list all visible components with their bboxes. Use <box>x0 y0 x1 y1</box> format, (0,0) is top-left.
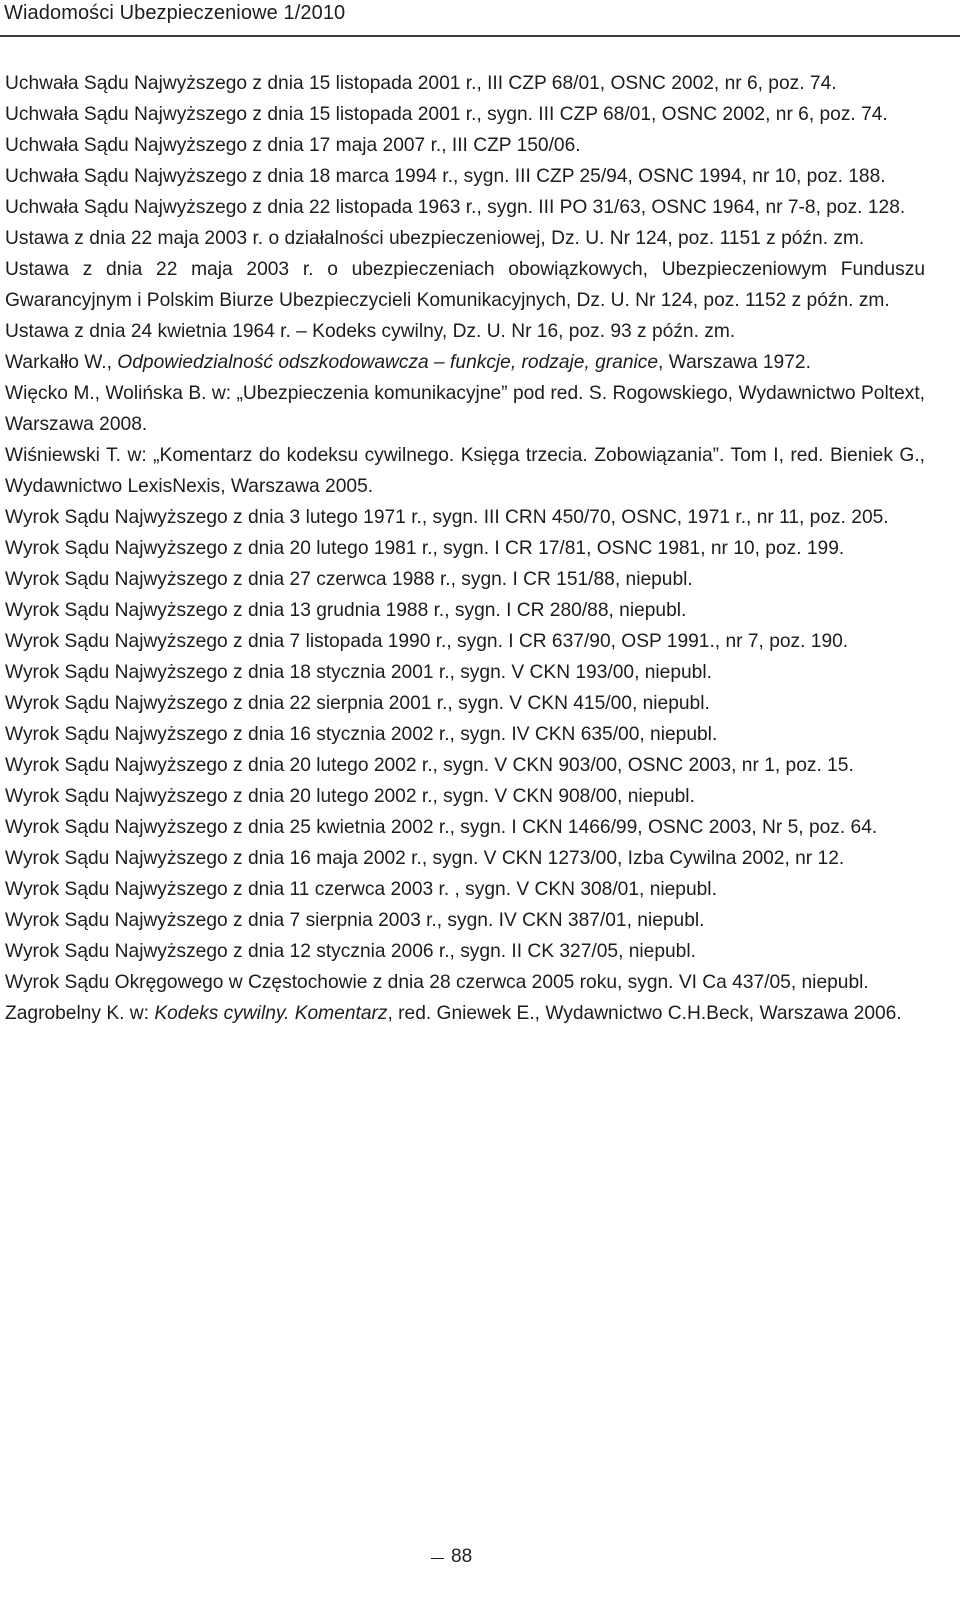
reference-lead-text: Uchwała Sądu Najwyższego z dnia 17 maja 2007 r., III CZP 150/06. <box>5 135 581 156</box>
reference-lead-text: Wyrok Sądu Najwyższego z dnia 20 lutego 2002 r., sygn. V CKN 908/00, niepubl. <box>5 786 695 807</box>
reference-lead-text: Uchwała Sądu Najwyższego z dnia 18 marca 1994 r., sygn. III CZP 25/94, OSNC 1994, nr 10, poz. 188. <box>5 166 886 187</box>
reference-entry <box>5 254 925 316</box>
reference-lead-text: Uchwała Sądu Najwyższego z dnia 15 listopada 2001 r., III CZP 68/01, OSNC 2002, nr 6, poz. 74. <box>5 73 837 94</box>
reference-entry <box>5 595 925 626</box>
page-number: 88 <box>451 1546 473 1567</box>
reference-entry <box>5 657 925 688</box>
reference-entry <box>5 936 925 967</box>
reference-lead-text: Ustawa z dnia 22 maja 2003 r. o ubezpieczeniach obowiązkowych, Ubezpieczeniowym Funduszu Gwarancyjnym i Polskim Biurze Ubezpieczycieli Komunikacyjnych, Dz. U. Nr 124, poz. 1152 z późn. zm. <box>5 259 925 311</box>
reference-entry <box>5 99 925 130</box>
reference-entry <box>5 812 925 843</box>
reference-lead-text: Wyrok Sądu Okręgowego w Częstochowie z dnia 28 czerwca 2005 roku, sygn. VI Ca 437/05, niepubl. <box>5 972 869 993</box>
reference-lead-text: Wyrok Sądu Najwyższego z dnia 16 maja 2002 r., sygn. V CKN 1273/00, Izba Cywilna 2002, nr 12. <box>5 848 845 869</box>
reference-tail-text: , Warszawa 1972. <box>658 352 811 373</box>
reference-entry <box>5 378 925 440</box>
reference-italic-title: Kodeks cywilny. Komentarz <box>154 1003 388 1024</box>
reference-entry <box>5 130 925 161</box>
reference-entry <box>5 719 925 750</box>
reference-entry <box>5 998 925 1029</box>
reference-entry <box>5 533 925 564</box>
reference-lead-text: Wyrok Sądu Najwyższego z dnia 12 stycznia 2006 r., sygn. II CK 327/05, niepubl. <box>5 941 696 962</box>
reference-entry <box>5 223 925 254</box>
reference-entry <box>5 626 925 657</box>
reference-lead-text: Wyrok Sądu Najwyższego z dnia 20 lutego 2002 r., sygn. V CKN 903/00, OSNC 2003, nr 1, poz. 15. <box>5 755 854 776</box>
reference-lead-text: Wyrok Sądu Najwyższego z dnia 7 sierpnia 2003 r., sygn. IV CKN 387/01, niepubl. <box>5 910 705 931</box>
reference-entry <box>5 440 925 502</box>
reference-italic-title: Odpowiedzialność odszkodowawcza – funkcje, rodzaje, granice <box>117 352 659 373</box>
reference-tail-text: , red. Gniewek E., Wydawnictwo C.H.Beck, Warszawa 2006. <box>387 1003 902 1024</box>
reference-entry <box>5 781 925 812</box>
reference-lead-text: Wyrok Sądu Najwyższego z dnia 3 lutego 1971 r., sygn. III CRN 450/70, OSNC, 1971 r., nr 11, poz. 205. <box>5 507 889 528</box>
reference-lead-text: Wyrok Sądu Najwyższego z dnia 22 sierpnia 2001 r., sygn. V CKN 415/00, niepubl. <box>5 693 710 714</box>
reference-lead-text: Uchwała Sądu Najwyższego z dnia 15 listopada 2001 r., sygn. III CZP 68/01, OSNC 2002, nr 6, poz. 74. <box>5 104 888 125</box>
page-footer <box>0 1540 960 1580</box>
reference-lead-text: Warkałło W., <box>5 352 118 373</box>
reference-entry <box>5 347 925 378</box>
reference-lead-text: Wyrok Sądu Najwyższego z dnia 13 grudnia 1988 r., sygn. I CR 280/88, niepubl. <box>5 600 687 621</box>
reference-lead-text: Wyrok Sądu Najwyższego z dnia 16 stycznia 2002 r., sygn. IV CKN 635/00, niepubl. <box>5 724 718 745</box>
reference-entry <box>5 905 925 936</box>
reference-lead-text: Ustawa z dnia 24 kwietnia 1964 r. – Kodeks cywilny, Dz. U. Nr 16, poz. 93 z późn. zm. <box>5 321 736 342</box>
reference-lead-text: Wyrok Sądu Najwyższego z dnia 7 listopada 1990 r., sygn. I CR 637/90, OSP 1991., nr 7, poz. 190. <box>5 631 849 652</box>
reference-entry <box>5 161 925 192</box>
header-rule <box>0 35 960 37</box>
reference-lead-text: Wyrok Sądu Najwyższego z dnia 20 lutego 1981 r., sygn. I CR 17/81, OSNC 1981, nr 10, poz. 199. <box>5 538 845 559</box>
reference-lead-text: Uchwała Sądu Najwyższego z dnia 22 listopada 1963 r., sygn. III PO 31/63, OSNC 1964, nr 7-8, poz. 128. <box>5 197 906 218</box>
footer-dash <box>431 1558 444 1559</box>
reference-lead-text: Zagrobelny K. w: <box>5 1003 155 1024</box>
reference-entry <box>5 750 925 781</box>
reference-lead-text: Ustawa z dnia 22 maja 2003 r. o działalności ubezpieczeniowej, Dz. U. Nr 124, poz. 1151 z późn. zm. <box>5 228 865 249</box>
reference-lead-text: Wiśniewski T. w: „Komentarz do kodeksu cywilnego. Księga trzecia. Zobowiązania”. Tom I, red. Bieniek G., Wydawnictwo LexisNexis, Warszawa 2005. <box>5 445 925 497</box>
reference-lead-text: Wyrok Sądu Najwyższego z dnia 27 czerwca 1988 r., sygn. I CR 151/88, niepubl. <box>5 569 693 590</box>
reference-entry <box>5 68 925 99</box>
reference-entry <box>5 688 925 719</box>
reference-entry <box>5 502 925 533</box>
reference-lead-text: Wyrok Sądu Najwyższego z dnia 18 stycznia 2001 r., sygn. V CKN 193/00, niepubl. <box>5 662 712 683</box>
reference-entry <box>5 843 925 874</box>
reference-lead-text: Więcko M., Wolińska B. w: „Ubezpieczenia komunikacyjne” pod red. S. Rogowskiego, Wydawnictwo Poltext, Warszawa 2008. <box>5 383 925 435</box>
running-header <box>0 0 960 36</box>
reference-entry <box>5 564 925 595</box>
reference-entry <box>5 967 925 998</box>
reference-entry <box>5 316 925 347</box>
reference-entry <box>5 874 925 905</box>
reference-list <box>5 68 925 1029</box>
reference-entry <box>5 192 925 223</box>
reference-lead-text: Wyrok Sądu Najwyższego z dnia 11 czerwca 2003 r. , sygn. V CKN 308/01, niepubl. <box>5 879 717 900</box>
reference-lead-text: Wyrok Sądu Najwyższego z dnia 25 kwietnia 2002 r., sygn. I CKN 1466/99, OSNC 2003, Nr 5, poz. 64. <box>5 817 878 838</box>
running-title: Wiadomości Ubezpieczeniowe 1/2010 <box>4 2 346 24</box>
